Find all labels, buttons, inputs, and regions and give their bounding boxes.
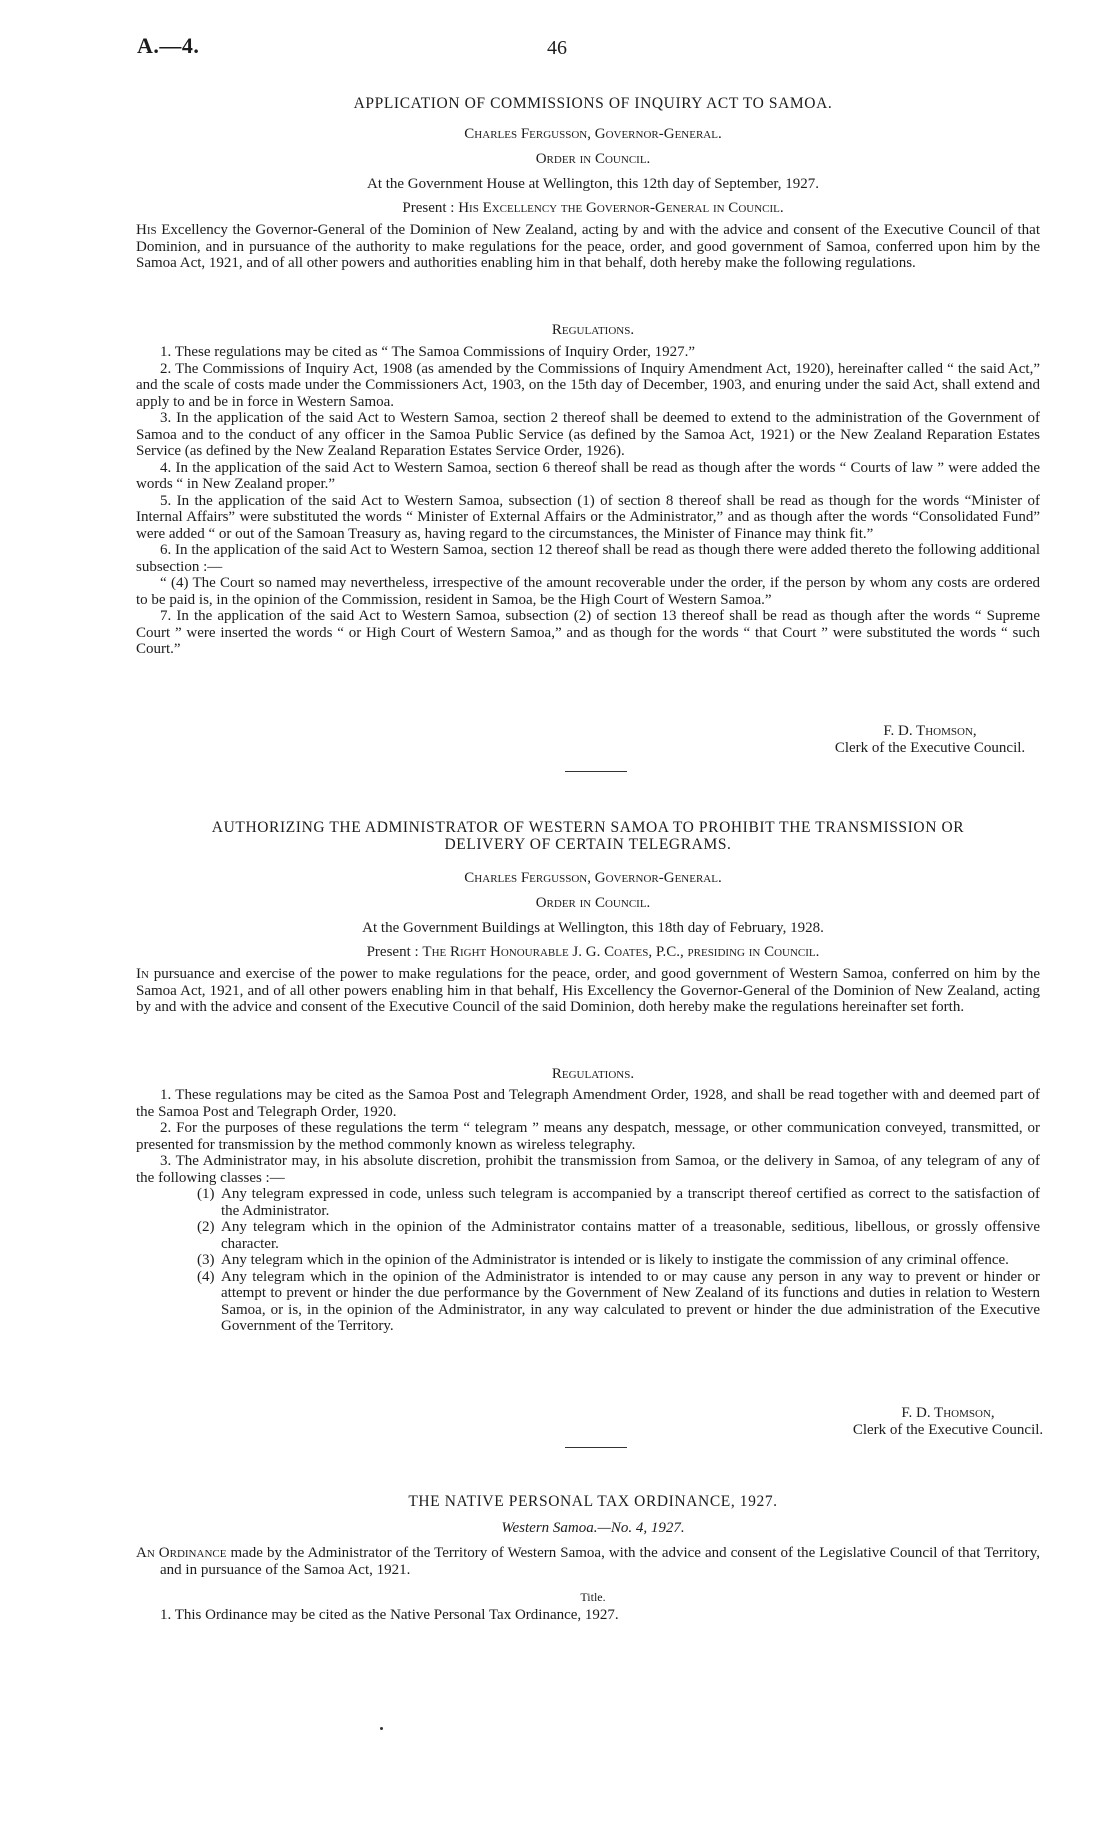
section1-reg-2: 2. The Commissions of Inquiry Act, 1908 (as amended by the Commissions of Inquiry Amendment Act, 1920), hereinafter called “ the said Act,” and the scale of costs made under the Commissioners Act, 1903, on the 15th day of December, 1903, and enuring under the said Act, shall extend and apply to and be in force in Western Samoa.	[136, 360, 1040, 410]
section2-reg-3: 3. The Administrator may, in his absolute discretion, prohibit the transmission from Samoa, or the delivery in Samoa, of any telegram of any of the following classes :—	[136, 1153, 1040, 1186]
section2-preamble-text: pursuance and exercise of the power to make regulations for the peace, order, and good government of Western Samoa, conferred on him by the Samoa Act, 1921, and of all other powers enabling him in that behalf, His Excellency the Governor-General of the Dominion of New Zealand, acting by and with the advice and consent of the Executive Council of the said Dominion, doth hereby make the regulations hereinafter set forth.	[136, 966, 1041, 1015]
section2-item-4	[136, 1269, 1040, 1335]
section2-preamble-lead: In	[136, 966, 149, 982]
section2-signer-title: Clerk of the Executive Council.	[852, 1421, 1044, 1438]
section2-title-line-2: DELIVERY OF CERTAIN TELEGRAMS.	[444, 835, 732, 853]
section1-signer: F. D. Thomson,	[883, 723, 977, 739]
section1-signer-title: Clerk of the Executive Council.	[834, 739, 1026, 756]
section1-title: APPLICATION OF COMMISSIONS OF INQUIRY ACT TO SAMOA.	[353, 95, 833, 112]
section2-order-in-council: Order in Council.	[535, 895, 651, 911]
section1-reg-6: 6. In the application of the said Act to Western Samoa, section 12 thereof shall be read as though there were added thereto the following additional subsection :—	[136, 542, 1040, 575]
section1-place-date: At the Government House at Wellington, this 12th day of September, 1927.	[366, 176, 819, 192]
section1-reg-3: 3. In the application of the said Act to Western Samoa, section 2 thereof shall be deemed to extend to the administration of the Government of Samoa and to the conduct of any officer in the Samoa Public Service (as defined by the Samoa Act, 1921) or the New Zealand Reparation Estates Service (as defined by the New Zealand Reparation Estates Service Order, 1926).	[136, 410, 1040, 459]
section1-preamble-text: Excellency the Governor-General of the Dominion of New Zealand, acting by and with the advice and consent of the Executive Council of that Dominion, and in pursuance of the authority to make regulations for the peace, order, and good government of Samoa, conferred upon him by the Samoa Act, 1921, and of all other powers and authorities enabling him in that behalf, doth hereby make the following regulations.	[136, 222, 1041, 271]
section1-reg-4: 4. In the application of the said Act to Western Samoa, section 6 thereof shall be read as though after the words “ Courts of law ” were added the words “ in New Zealand proper.”	[136, 459, 1040, 492]
section-divider	[565, 1447, 627, 1448]
section2-reg-1: 1. These regulations may be cited as the Samoa Post and Telegraph Amendment Order, 1928, and shall be read together with and deemed part of the Samoa Post and Telegraph Order, 1920.	[136, 1087, 1040, 1120]
section3-clause-1: 1. This Ordinance may be cited as the Native Personal Tax Ordinance, 1927.	[160, 1607, 619, 1623]
section1-preamble	[136, 222, 1040, 272]
section3-preamble-text: made by the Administrator of the Territory of Western Samoa, with the advice and consent of the Legislative Council of that Territory, and in pursuance of the Samoa Act, 1921.	[160, 1545, 1041, 1578]
section2-reg-2: 2. For the purposes of these regulations the term “ telegram ” means any despatch, message, or other communication conveyed, transmitted, or presented for transmission by the method commonly known as wireless telegraphy.	[136, 1120, 1040, 1153]
section2-title-line-1: AUTHORIZING THE ADMINISTRATOR OF WESTERN SAMOA TO PROHIBIT THE TRANSMISSION OR	[211, 819, 965, 836]
section1-reg-5: 5. In the application of the said Act to Western Samoa, subsection (1) of section 8 thereof shall be read as though for the words “Minister of Internal Affairs” were substituted the words “ Minister of External Affairs or the Administrator,” and as though after the words “Consolidated Fund” were added “ or out of the Samoan Treasury as, having regard to the circumstances, the Minister of Finance may think fit.”	[136, 492, 1040, 542]
section1-signature	[800, 723, 1060, 756]
section3-side-heading: Title.	[580, 1590, 606, 1604]
section2-item-3-text: Any telegram which in the opinion of the Administrator is intended or is likely to instigate the commission of any criminal offence.	[221, 1252, 1009, 1268]
section2-title	[136, 820, 1040, 853]
section2-regulations	[136, 1087, 1040, 1335]
section1-present-line	[150, 200, 1036, 217]
stray-mark	[380, 1727, 383, 1730]
page-number: 46	[547, 37, 567, 59]
section1-reg-6-quote: “ (4) The Court so named may nevertheless, irrespective of the amount recoverable under the order, if the person by whom any costs are ordered to be paid is, in the opinion of the Commission, resident in Samoa, be the High Court of Western Samoa.”	[136, 575, 1040, 608]
section2-item-4-text: Any telegram which in the opinion of the Administrator is intended to or may cause any person in any way to prevent or hinder or attempt to prevent or hinder the due performance by the Government of New Zealand of its functions and duties in relation to Western Samoa, or is, in the opinion of the Administrator, in any way calculated to prevent or hinder the due administration of the Executive Government of the Territory.	[221, 1268, 1040, 1334]
section2-item-3-label: (3)	[197, 1252, 215, 1268]
section2-present-line	[150, 944, 1036, 961]
section2-item-1-label: (1)	[197, 1186, 215, 1202]
section3-preamble-lead: An Ordinance	[136, 1545, 227, 1561]
section1-regulations	[136, 344, 1040, 658]
section1-order-in-council: Order in Council.	[535, 151, 651, 167]
section2-regulations-heading: Regulations.	[551, 1066, 635, 1082]
section2-preamble	[136, 966, 1040, 1016]
section2-item-2	[136, 1219, 1040, 1252]
section1-reg-7: 7. In the application of the said Act to Western Samoa, subsection (2) of section 13 thereof shall be read as though after the words “ Supreme Court ” were inserted the words “ or High Court of Western Samoa,” and as though for the words “ that Court ” were substituted the words “ such Court.”	[136, 608, 1040, 657]
section1-regulations-heading: Regulations.	[551, 322, 635, 338]
section2-item-2-text: Any telegram which in the opinion of the Administrator contains matter of a treasonable, seditious, libellous, or grossly offensive character.	[221, 1219, 1040, 1252]
section2-item-1	[136, 1186, 1040, 1219]
section1-present: His Excellency the Governor-General in Council.	[458, 200, 784, 216]
section2-signature	[818, 1405, 1078, 1438]
section3-preamble	[136, 1545, 1040, 1578]
section1-present-label: Present :	[402, 200, 455, 216]
section2-signer: F. D. Thomson,	[901, 1405, 995, 1421]
section3-clause	[136, 1607, 1040, 1624]
series-code: A.—4.	[137, 33, 200, 58]
section2-present-label: Present :	[366, 944, 419, 960]
section2-present: The Right Honourable J. G. Coates, P.C., presiding in Council.	[422, 944, 820, 960]
section-divider	[565, 771, 627, 772]
section3-title: THE NATIVE PERSONAL TAX ORDINANCE, 1927.	[408, 1493, 778, 1510]
section2-governor: Charles Fergusson, Governor-General.	[464, 870, 722, 886]
section2-place-date: At the Government Buildings at Wellington, this 18th day of February, 1928.	[362, 920, 824, 936]
section3-subtitle: Western Samoa.—No. 4, 1927.	[501, 1520, 685, 1536]
section2-item-4-label: (4)	[197, 1268, 215, 1285]
section2-item-1-text: Any telegram expressed in code, unless such telegram is accompanied by a transcript thereof certified as correct to the satisfaction of the Administrator.	[221, 1186, 1040, 1219]
section2-item-2-label: (2)	[197, 1219, 215, 1235]
section2-item-3	[136, 1252, 1040, 1269]
section1-governor: Charles Fergusson, Governor-General.	[464, 126, 722, 142]
section1-reg-1: 1. These regulations may be cited as “ The Samoa Commissions of Inquiry Order, 1927.”	[160, 344, 695, 360]
section1-preamble-lead: His	[136, 222, 157, 238]
